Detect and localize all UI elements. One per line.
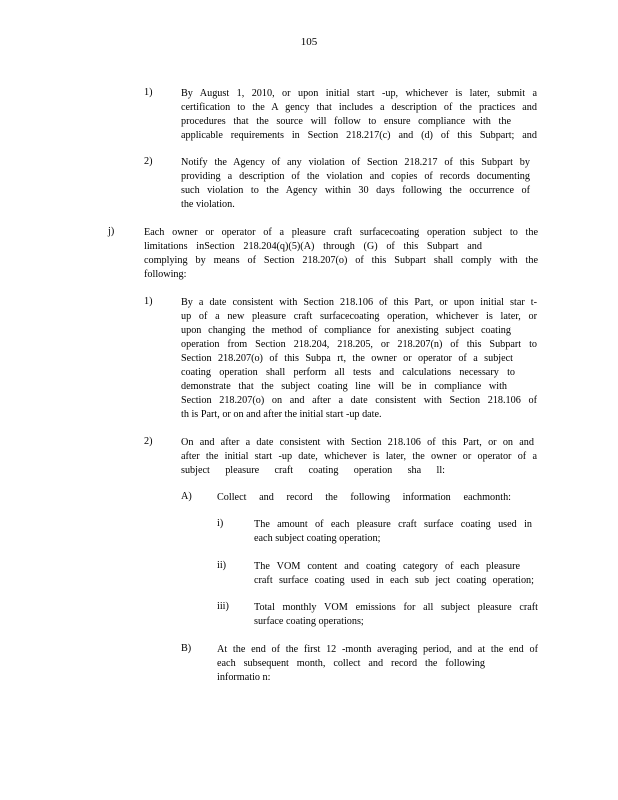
text-line: th is Part, or on and after the initial start -up date. <box>181 409 382 420</box>
text-line: operation from Section 218.204, 218.205, or 218.207(n) of this Subpart to <box>181 339 537 350</box>
text-line: The VOM content and coating category of each pleasure <box>254 561 520 572</box>
item-label: 1) <box>144 296 153 307</box>
paragraph-text <box>254 601 538 629</box>
text-line: the violation. <box>181 199 235 210</box>
text-line: applicable requirements in Section 218.217(c) and (d) of this Subpart; and <box>181 130 537 141</box>
item-label: 1) <box>144 87 153 98</box>
text-line: On and after a date consistent with Section 218.106 of this Part, or on and <box>181 437 534 448</box>
paragraph-text <box>181 87 537 143</box>
text-line: certification to the A gency that includes a description of the practices and <box>181 102 537 113</box>
paragraph-text <box>181 296 537 422</box>
paragraph-text <box>181 436 537 478</box>
paragraph-text <box>217 491 511 505</box>
paragraph-text <box>217 643 538 685</box>
item-label: 2) <box>144 156 153 167</box>
text-line: The amount of each pleasure craft surface coating used in <box>254 519 532 530</box>
text-line: Section 218.207(o) of this Subpa rt, the owner or operator of a subject <box>181 353 513 364</box>
text-line: following: <box>144 269 187 280</box>
page-number: 105 <box>300 36 318 48</box>
text-line: informatio n: <box>217 672 271 683</box>
text-line: procedures that the source will follow to ensure compliance with the <box>181 116 511 127</box>
item-label: A) <box>181 491 192 502</box>
text-line: Each owner or operator of a pleasure craft surfacecoating operation subject to the <box>144 227 538 238</box>
item-label: 2) <box>144 436 153 447</box>
text-line: Collect and record the following information eachmonth: <box>217 492 511 503</box>
text-line: such violation to the Agency within 30 days following the occurrence of <box>181 185 530 196</box>
text-line: craft surface coating used in each sub ject coating operation; <box>254 575 534 586</box>
text-line: By a date consistent with Section 218.106 of this Part, or upon initial star t- <box>181 297 537 308</box>
text-line: subject pleasure craft coating operation sha ll: <box>181 465 445 476</box>
paragraph-text <box>254 560 534 588</box>
text-line: providing a description of the violation and copies of records documenting <box>181 171 530 182</box>
item-label: i) <box>217 518 224 529</box>
text-line: each subject coating operation; <box>254 533 381 544</box>
text-line: each subsequent month, collect and record the following <box>217 658 485 669</box>
item-label: iii) <box>217 601 229 612</box>
text-line: Notify the Agency of any violation of Section 218.217 of this Subpart by <box>181 157 530 168</box>
text-line: Section 218.207(o) on and after a date consistent with Section 218.106 of <box>181 395 537 406</box>
text-line: complying by means of Section 218.207(o) of this Subpart shall comply with the <box>144 255 538 266</box>
text-line: upon changing the method of compliance for anexisting subject coating <box>181 325 511 336</box>
text-line: after the initial start -up date, whichever is later, the owner or operator of a <box>181 451 537 462</box>
text-line: demonstrate that the subject coating line will be in compliance with <box>181 381 507 392</box>
text-line: At the end of the first 12 -month averaging period, and at the end of <box>217 644 538 655</box>
item-label: ii) <box>217 560 227 571</box>
text-line: up of a new pleasure craft surfacecoating operation, whichever is later, or <box>181 311 537 322</box>
text-line: By August 1, 2010, or upon initial start -up, whichever is later, submit a <box>181 88 537 99</box>
paragraph-text <box>254 518 532 546</box>
item-label: j) <box>108 226 115 237</box>
text-line: surface coating operations; <box>254 616 364 627</box>
text-line: Total monthly VOM emissions for all subject pleasure craft <box>254 602 538 613</box>
text-line: limitations inSection 218.204(q)(5)(A) through (G) of this Subpart and <box>144 241 482 252</box>
paragraph-text <box>181 156 530 212</box>
text-line: coating operation shall perform all tests and calculations necessary to <box>181 367 515 378</box>
item-label: B) <box>181 643 192 654</box>
paragraph-text <box>144 226 538 282</box>
